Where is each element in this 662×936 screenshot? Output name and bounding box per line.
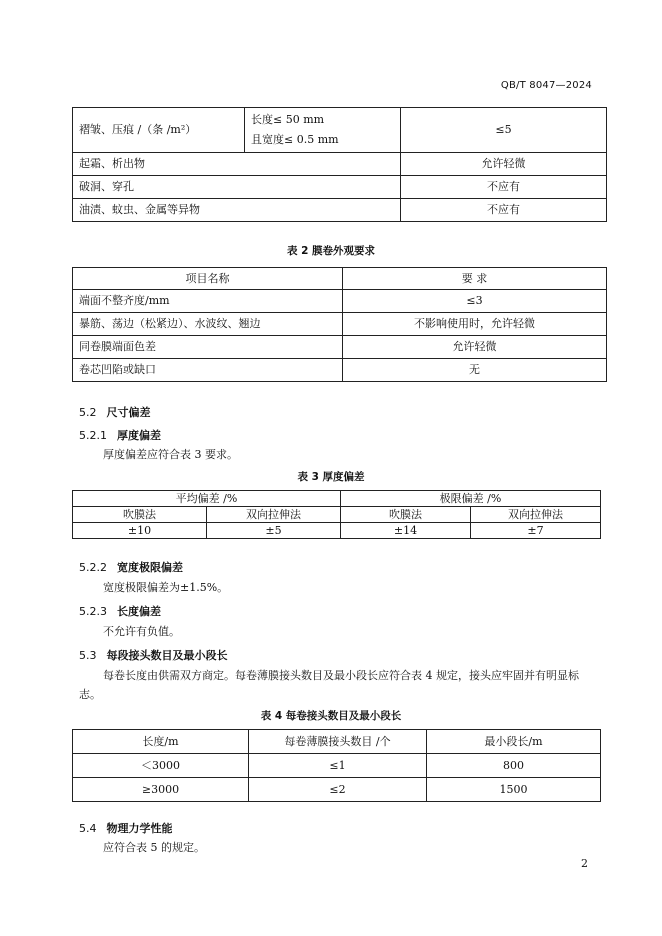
table-row: [73, 290, 607, 313]
table-cell: 允许轻微: [401, 153, 607, 176]
table-cell: 1500: [427, 778, 601, 802]
section-number: 5.2.2: [79, 561, 107, 574]
table-cell: 暴筋、荡边（松紧边）、水波纹、翘边: [73, 313, 343, 336]
table-cell: ≤1: [249, 754, 427, 778]
section-title: 尺寸偏差: [106, 406, 151, 419]
table-header-cell: 双向拉伸法: [207, 507, 341, 523]
table-header-cell: 极限偏差 /%: [341, 491, 601, 507]
table-header-cell: 最小段长/m: [427, 730, 601, 754]
section-5-2-2-heading: [79, 559, 183, 575]
table1-continuation: [72, 107, 607, 222]
table-header-cell: 每卷薄膜接头数目 /个: [249, 730, 427, 754]
table-cell: 不应有: [401, 199, 607, 222]
section-title: 每段接头数目及最小段长: [106, 649, 228, 662]
section-5-2-1-heading: [79, 427, 161, 443]
table-header-cell: 项目名称: [73, 268, 343, 290]
table-header-cell: 吹膜法: [341, 507, 471, 523]
table-cell: 允许轻微: [343, 336, 607, 359]
table3: [72, 490, 601, 539]
table-cell: 不影响使用时，允许轻微: [343, 313, 607, 336]
table-cell: ≤3: [343, 290, 607, 313]
table-cell: 褶皱、压痕 /（条 /m²）: [73, 108, 245, 153]
paragraph: 每卷长度由供需双方商定。每卷薄膜接头数目及最小段长应符合表 4 规定，接头应牢固并有明显标志。: [79, 669, 579, 701]
section-5-2-heading: [79, 404, 151, 420]
table-header-row: [73, 730, 601, 754]
table-cell: ≤2: [249, 778, 427, 802]
table-header-row: [73, 491, 601, 507]
table-row: [73, 754, 601, 778]
section-5-3-heading: [79, 647, 228, 663]
table4-caption: 表 4 每卷接头数目及最小段长: [260, 710, 402, 722]
table-cell: ±5: [207, 523, 341, 539]
table4: [72, 729, 601, 802]
table-cell: ＜3000: [73, 754, 249, 778]
section-number: 5.2.3: [79, 605, 107, 618]
table-header-cell: 长度/m: [73, 730, 249, 754]
table-row: [73, 313, 607, 336]
section-number: 5.2: [79, 406, 97, 419]
table-row: [73, 336, 607, 359]
table-cell: 卷芯凹陷或缺口: [73, 359, 343, 382]
table-row: [73, 199, 607, 222]
standard-code: QB/T 8047—2024: [500, 80, 592, 91]
table-cell: 破洞、穿孔: [73, 176, 401, 199]
table-cell: 同卷膜端面色差: [73, 336, 343, 359]
page-number: 2: [581, 857, 588, 870]
table2: [72, 267, 607, 382]
section-number: 5.2.1: [79, 429, 107, 442]
table-header-cell: 要 求: [343, 268, 607, 290]
section-title: 厚度偏差: [117, 429, 161, 442]
table-row: [73, 153, 607, 176]
table-header-row: [73, 268, 607, 290]
table-header-row: [73, 507, 601, 523]
table-cell: 无: [343, 359, 607, 382]
table-cell: ≤5: [401, 108, 607, 153]
condition-width: 且宽度≤ 0.5 mm: [251, 133, 339, 146]
table-cell: 油渍、蚊虫、金属等异物: [73, 199, 401, 222]
section-title: 物理力学性能: [106, 822, 173, 835]
section-number: 5.4: [79, 822, 97, 835]
table2-caption: 表 2 膜卷外观要求: [286, 245, 376, 257]
paragraph: 应符合表 5 的规定。: [103, 841, 205, 854]
table-cell: 端面不整齐度/mm: [73, 290, 343, 313]
table-row: [73, 778, 601, 802]
table-row: [73, 176, 607, 199]
section-title: 宽度极限偏差: [117, 561, 183, 574]
table-cell: ±7: [471, 523, 601, 539]
table-cell: 起霜、析出物: [73, 153, 401, 176]
table-cell: ±10: [73, 523, 207, 539]
table-cell: 不应有: [401, 176, 607, 199]
table-cell: [245, 108, 401, 153]
table-row: [73, 523, 601, 539]
table-header-cell: 吹膜法: [73, 507, 207, 523]
table-cell: ≥3000: [73, 778, 249, 802]
table3-caption: 表 3 厚度偏差: [297, 471, 365, 483]
condition-length: 长度≤ 50 mm: [251, 113, 325, 126]
table-header-cell: 平均偏差 /%: [73, 491, 341, 507]
table-header-cell: 双向拉伸法: [471, 507, 601, 523]
section-5-2-3-heading: [79, 603, 161, 619]
paragraph: 宽度极限偏差为±1.5%。: [103, 581, 229, 594]
paragraph: 厚度偏差应符合表 3 要求。: [103, 448, 238, 461]
section-5-4-heading: [79, 820, 173, 836]
table-row: [73, 359, 607, 382]
table-cell: 800: [427, 754, 601, 778]
paragraph: 不允许有负值。: [103, 625, 180, 638]
table-cell: ±14: [341, 523, 471, 539]
section-title: 长度偏差: [117, 605, 161, 618]
section-number: 5.3: [79, 649, 97, 662]
table-row: [73, 108, 607, 153]
